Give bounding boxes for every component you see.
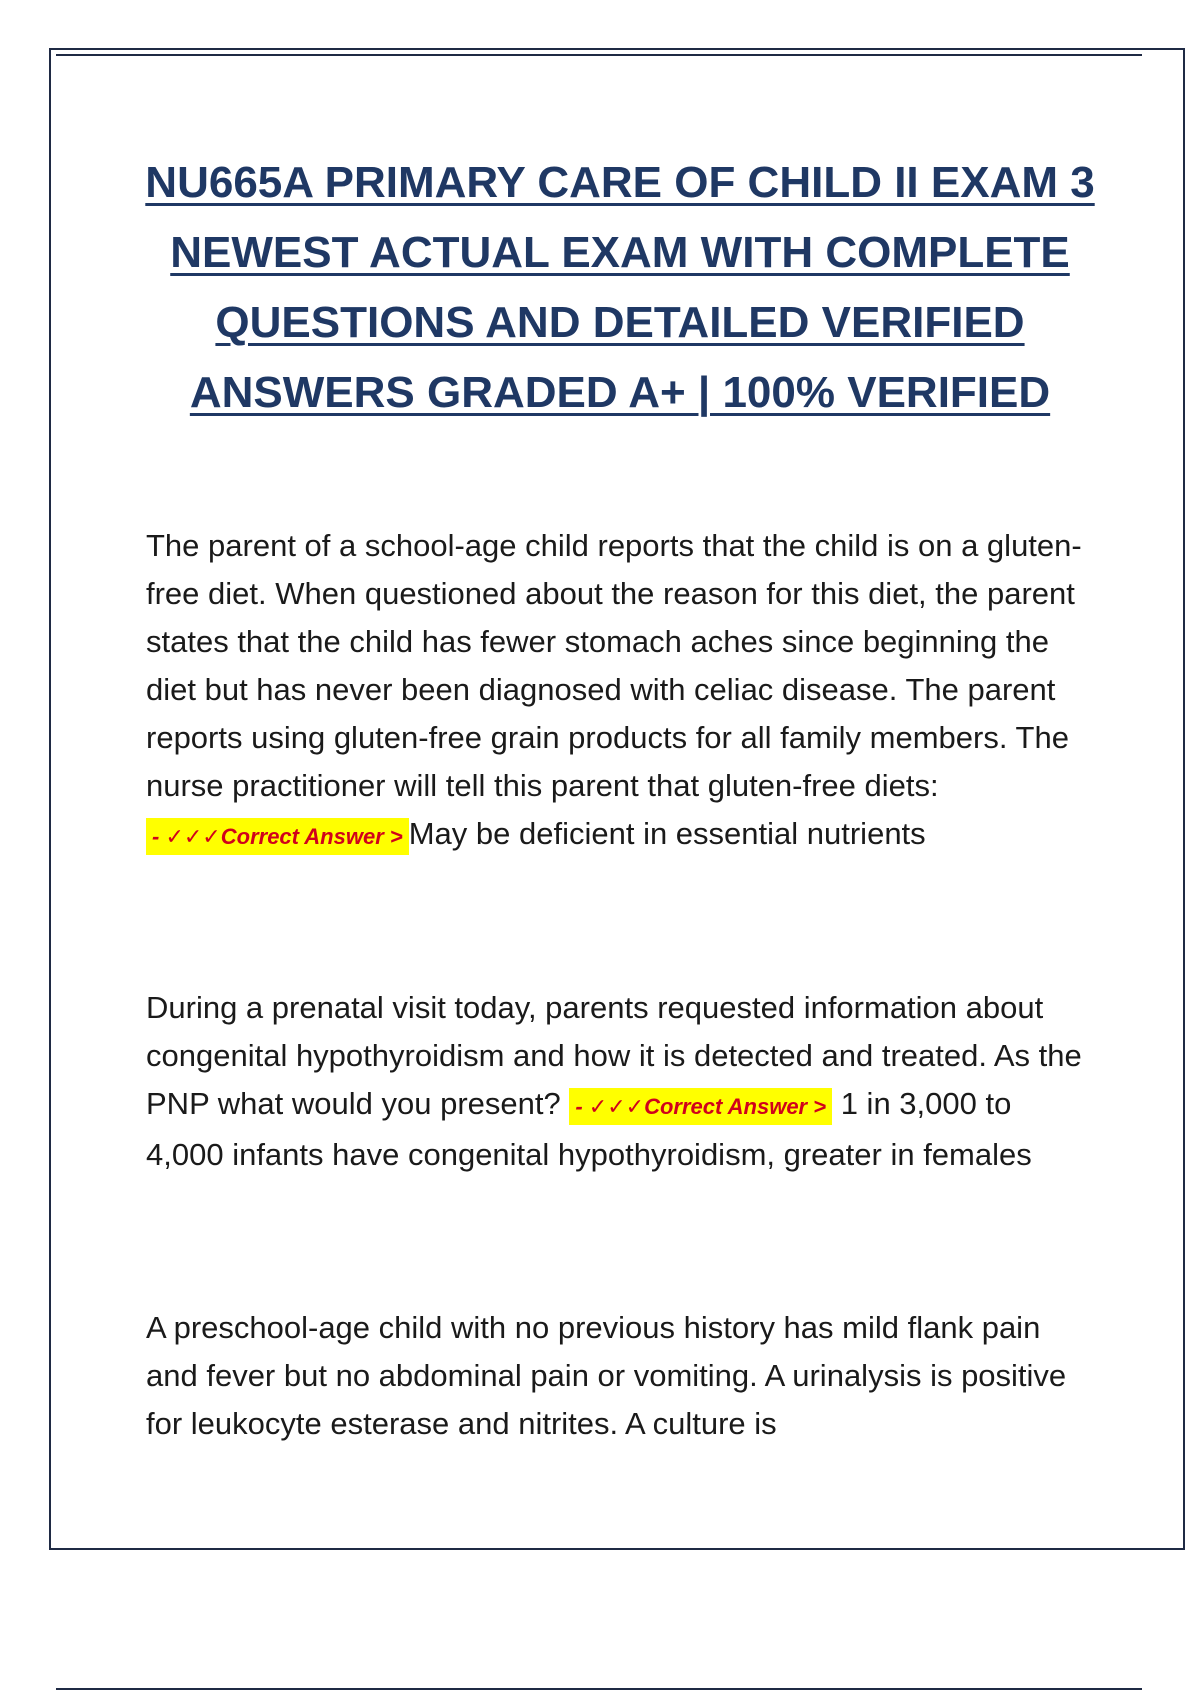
question-text: The parent of a school-age child reports that the child is on a gluten-free diet. When questioned about the reason for this diet, the parent states that the child has fewer stomach aches since beginning the diet but has never been diagnosed with celiac disease. The parent reports using gluten-free grain products for all family members. The nurse practitioner will tell this parent that gluten-free diets: (146, 528, 1082, 803)
answer-text: May be deficient in essential nutrients (408, 816, 926, 851)
title-text: NU665A PRIMARY CARE OF CHILD II EXAM 3 NEWEST ACTUAL EXAM WITH COMPLETE QUESTIONS AND DETAILED VERIFIED ANSWERS GRADED A+ | 100% VERIFIED (145, 158, 1095, 417)
qa-item (146, 522, 1086, 861)
answer-text: 1 in 3,000 to 4,000 infants have congenital hypothyroidism, greater in females (146, 1086, 1032, 1172)
question-text: A preschool-age child with no previous history has mild flank pain and fever but no abdominal pain or vomiting. A urinalysis is positive for leukocyte esterase and nitrites. A culture is (146, 1310, 1067, 1441)
document-title (120, 148, 1120, 428)
qa-item (146, 1304, 1086, 1448)
qa-item (146, 984, 1086, 1179)
correct-answer-tag: - ✓✓✓Correct Answer > (146, 818, 409, 855)
next-page-rule (56, 1688, 1142, 1690)
correct-answer-tag: - ✓✓✓Correct Answer > (569, 1088, 832, 1125)
top-rule (56, 54, 1142, 56)
question-text: During a prenatal visit today, parents requested information about congenital hypothyroidism and how it is detected and treated. As the PNP what would you present? (146, 990, 1082, 1121)
